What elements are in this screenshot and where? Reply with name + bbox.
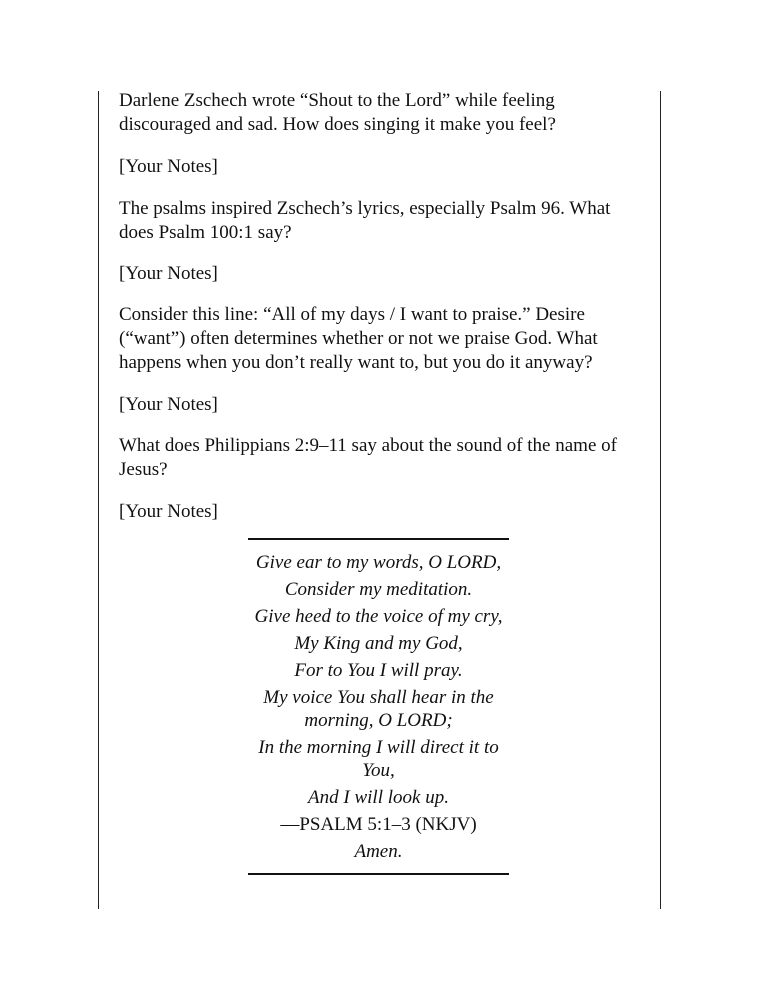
poem-line: Give ear to my words, O LORD, <box>255 552 502 573</box>
poem-bottom-rule <box>248 873 509 875</box>
poem-line: Give heed to the voice of my cry, <box>254 606 503 627</box>
poem-line: For to You I will pray. <box>294 660 463 681</box>
left-margin-rule <box>98 91 99 909</box>
right-margin-rule <box>660 91 661 909</box>
poem-line: My King and my God, <box>294 633 463 654</box>
poem-top-rule <box>248 538 509 540</box>
psalm-quote <box>248 551 509 863</box>
psalm-quote-box <box>248 538 509 875</box>
question-3: Consider this line: “All of my days / I want to praise.” Desire (“want”) often determines whether or not we praise God. What happens when you don’t really want to, but you do it anyway? <box>119 304 598 373</box>
poem-line: In the morning I will direct it to You, <box>258 737 499 781</box>
scripture-reference: —PSALM 5:1–3 (NKJV) <box>280 814 477 835</box>
notes-placeholder-1: [Your Notes] <box>119 156 218 177</box>
poem-line: My voice You shall hear in the morning, O LORD; <box>263 687 494 731</box>
poem-line: And I will look up. <box>308 787 449 808</box>
poem-line: Consider my meditation. <box>284 579 473 600</box>
reflection-questions <box>119 89 641 524</box>
poem-closing: Amen. <box>354 841 403 862</box>
question-1: Darlene Zschech wrote “Shout to the Lord” while feeling discouraged and sad. How does singing it make you feel? <box>119 90 556 135</box>
notes-placeholder-2: [Your Notes] <box>119 263 218 284</box>
question-2: The psalms inspired Zschech’s lyrics, especially Psalm 96. What does Psalm 100:1 say? <box>119 198 611 243</box>
notes-placeholder-4: [Your Notes] <box>119 501 218 522</box>
question-4: What does Philippians 2:9–11 say about the sound of the name of Jesus? <box>119 435 617 480</box>
notes-placeholder-3: [Your Notes] <box>119 394 218 415</box>
